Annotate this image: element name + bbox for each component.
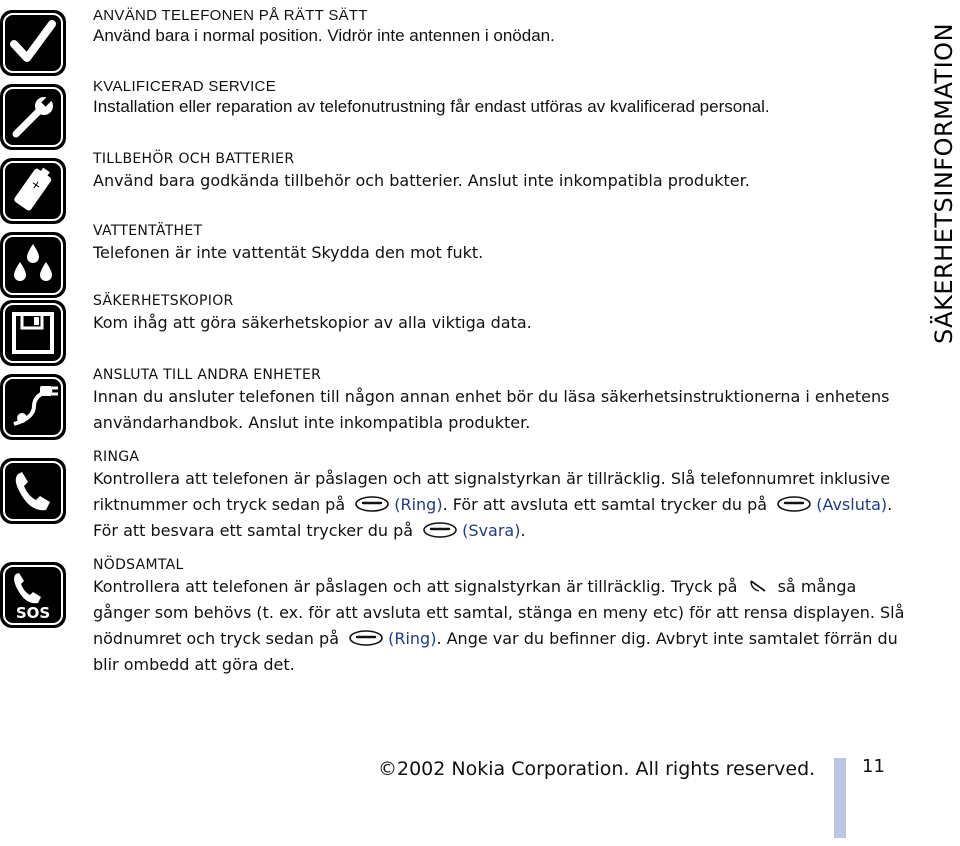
section-body: Installation eller reparation av telefonutrustning får endast utföras av kvalificerad personal.	[93, 97, 770, 116]
section-heading: ANVÄND TELEFONEN PÅ RÄTT SÄTT	[93, 7, 368, 24]
svg-text:+: +	[28, 176, 45, 194]
end-key-icon	[776, 496, 812, 512]
page-marker-bar	[834, 758, 846, 838]
checkmark-icon	[0, 10, 66, 76]
section-heading: NÖDSAMTAL	[93, 557, 184, 573]
call-key-icon	[348, 630, 384, 646]
side-title: SÄKERHETSINFORMATION	[930, 22, 958, 344]
wrench-icon	[0, 84, 66, 150]
key-label-answer: (Svara)	[462, 521, 521, 540]
section-body	[93, 466, 903, 544]
copyright: ©2002 Nokia Corporation. All rights reserved.	[378, 758, 816, 780]
section-heading: SÄKERHETSKOPIOR	[93, 293, 234, 309]
svg-text:SOS: SOS	[15, 604, 51, 622]
section-backup	[93, 292, 913, 336]
section-body: Använd bara godkända tillbehör och batterier. Anslut inte inkompatibla produkter.	[93, 171, 750, 190]
section-qualified-service	[93, 78, 913, 118]
body-text: .	[520, 521, 526, 540]
plug-icon	[0, 374, 66, 440]
section-heading: RINGA	[93, 449, 140, 465]
call-key-icon	[354, 496, 390, 512]
body-text: Kontrollera att telefonen är påslagen och att signalstyrkan är tillräcklig. Slå telefonnumret inklusive riktnummer och tryck sedan på	[93, 469, 891, 514]
key-label-end: (Avsluta)	[816, 495, 888, 514]
section-heading: KVALIFICERAD SERVICE	[93, 78, 276, 95]
section-body: Använd bara i normal position. Vidrör inte antennen i onödan.	[93, 26, 555, 45]
section-accessories	[93, 150, 913, 194]
key-label-ring: (Ring)	[388, 629, 437, 648]
section-water-resistance	[93, 222, 913, 266]
section-heading: TILLBEHÖR OCH BATTERIER	[93, 151, 295, 167]
section-body: Kom ihåg att göra säkerhetskopior av alla viktiga data.	[93, 313, 532, 332]
section-connecting	[93, 366, 893, 436]
body-text: . Ange var du befinner dig. Avbryt inte samtalet förrän du blir ombedd att göra det.	[93, 629, 898, 674]
sos-phone-icon	[0, 562, 66, 628]
section-heading: VATTENTÄTHET	[93, 223, 203, 239]
body-text: . För att avsluta ett samtal trycker du på	[442, 495, 768, 514]
key-label-ring: (Ring)	[394, 495, 443, 514]
water-drops-icon	[0, 232, 66, 298]
section-correct-use	[93, 7, 913, 47]
section-body	[93, 574, 911, 678]
section-body: Telefonen är inte vattentät Skydda den mot fukt.	[93, 243, 484, 262]
page-number: 11	[862, 756, 885, 777]
section-heading: ANSLUTA TILL ANDRA ENHETER	[93, 367, 322, 383]
body-text: . För att besvara ett samtal trycker du på	[93, 495, 893, 540]
section-calling	[93, 448, 903, 544]
body-text: Kontrollera att telefonen är påslagen och att signalstyrkan är tillräcklig. Tryck på	[93, 577, 738, 596]
body-text: så många gånger som behövs (t. ex. för att avsluta ett samtal, stänga en meny etc) för att rensa displayen. Slå nödnumret och tryck sedan på	[93, 577, 905, 648]
answer-key-icon	[422, 522, 458, 538]
floppy-disk-icon	[0, 300, 66, 366]
section-emergency	[93, 556, 911, 678]
clear-key-icon	[747, 578, 769, 594]
battery-icon	[0, 158, 66, 224]
section-body: Innan du ansluter telefonen till någon annan enhet bör du läsa säkerhetsinstruktionerna i enhetens användarhandbok. Anslut inte inkompatibla produkter.	[93, 387, 890, 432]
phone-handset-icon	[0, 458, 66, 524]
